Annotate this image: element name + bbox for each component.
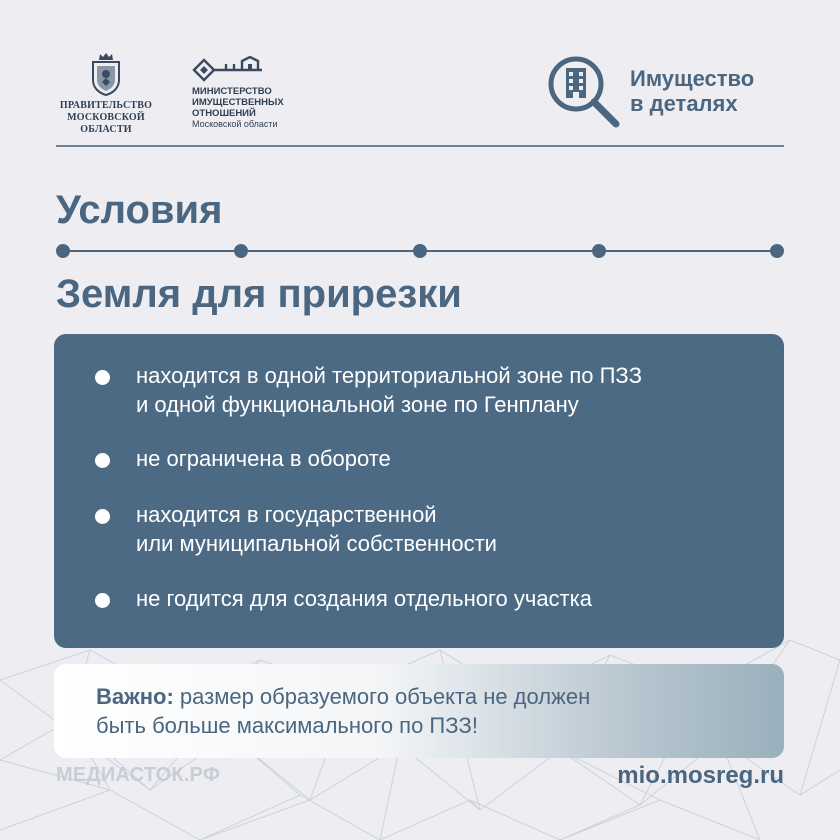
bullet-icon — [95, 453, 110, 468]
condition-text: не годится для создания отдельного участка — [136, 586, 592, 611]
brand-block — [546, 52, 796, 128]
website-link[interactable]: mio.mosreg.ru — [617, 762, 784, 789]
sub-title: Земля для прирезки — [56, 272, 462, 316]
government-logo — [56, 52, 156, 136]
condition-item — [136, 500, 776, 558]
condition-item — [136, 444, 776, 473]
timeline-divider — [56, 242, 784, 260]
condition-text: находится в государственной — [136, 502, 437, 527]
conditions-panel — [54, 334, 784, 648]
condition-text: или муниципальной собственности — [136, 531, 497, 556]
note-text-line-2: быть больше максимального по ПЗЗ! — [96, 713, 478, 738]
ministry-name-line-3: ОТНОШЕНИЙ — [192, 108, 256, 119]
condition-text: и одной функциональной зоне по Генплану — [136, 392, 579, 417]
header-divider — [56, 145, 784, 147]
timeline-dot — [234, 244, 248, 258]
bullet-icon — [95, 509, 110, 524]
gov-logo-line-3: ОБЛАСТИ — [80, 124, 132, 135]
bullet-icon — [95, 593, 110, 608]
timeline-dot — [56, 244, 70, 258]
timeline-dot — [770, 244, 784, 258]
timeline-dot — [592, 244, 606, 258]
gov-logo-line-2: МОСКОВСКОЙ — [67, 112, 145, 123]
mediastok-watermark: МЕДИАСТОК.РФ — [56, 764, 221, 786]
condition-text: находится в одной территориальной зоне по ПЗЗ — [136, 363, 642, 388]
ministry-name-line-1: МИНИСТЕРСТВО — [192, 86, 272, 97]
ministry-logo — [192, 56, 332, 130]
magnifier-building-icon — [546, 54, 622, 130]
section-title: Условия — [56, 188, 223, 232]
note-text-line-1: размер образуемого объекта не должен — [173, 684, 591, 709]
condition-text: не ограничена в обороте — [136, 446, 391, 471]
important-note — [54, 664, 784, 758]
brand-title-line-2: в деталях — [630, 91, 738, 116]
bullet-icon — [95, 370, 110, 385]
condition-item — [136, 584, 776, 613]
condition-item — [136, 361, 776, 419]
moscow-region-coat-of-arms-icon — [89, 52, 123, 96]
brand-title-line-1: Имущество — [630, 66, 755, 91]
timeline-dot — [413, 244, 427, 258]
ministry-name-line-2: ИМУЩЕСТВЕННЫХ — [192, 97, 284, 108]
key-house-icon — [192, 56, 266, 84]
note-label: Важно: — [96, 684, 174, 709]
gov-logo-line-1: ПРАВИТЕЛЬСТВО — [59, 100, 153, 111]
ministry-region: Московской области — [192, 119, 278, 129]
